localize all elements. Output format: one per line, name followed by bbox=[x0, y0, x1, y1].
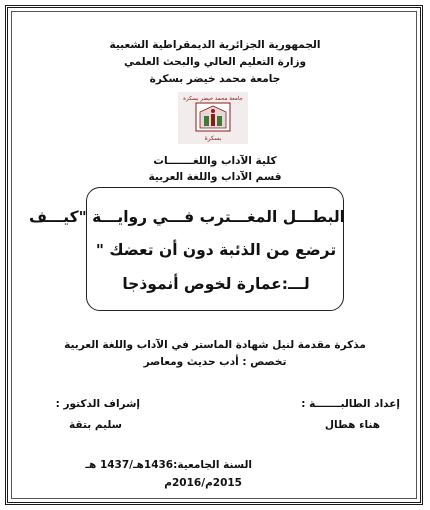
title-line-1: البطـــل المغـــترب فـــي روايـــة "كيـــف bbox=[28, 208, 345, 226]
academic-year-hijri: السنة الجامعية:1436هـ/1437 هـ bbox=[85, 459, 252, 471]
title-line-2: ترضع من الذئبة دون أن تعضك " bbox=[95, 241, 337, 259]
department-name: قسم الآداب واللغة العربية bbox=[148, 171, 282, 183]
supervisor-name: سليم بتقة bbox=[69, 419, 122, 431]
prepared-by-label: إعداد الطالبـــــــة : bbox=[301, 398, 400, 410]
republic-name: الجمهورية الجزائرية الديمقراطية الشعبية bbox=[109, 39, 321, 51]
thesis-purpose: مذكرة مقدمة لنيل شهادة الماستر في الآداب واللغة العربية bbox=[64, 339, 366, 351]
university-logo bbox=[178, 92, 248, 144]
supervisor-label: إشراف الدكتور : bbox=[55, 398, 140, 410]
title-box bbox=[28, 187, 345, 311]
student-name: هناء هطال bbox=[324, 419, 380, 431]
ministry-name: وزارة التعليم العالي والبحث العلمي bbox=[123, 56, 307, 68]
title-line-3: لـــ:عمارة لخوص أنموذجا bbox=[122, 275, 310, 293]
faculty-name: كلية الآداب واللغـــــــات bbox=[153, 155, 277, 167]
logo-bottom-text: بسكرة bbox=[204, 135, 222, 142]
logo-top-text: جامعة محمد خيضر بسكرة bbox=[183, 96, 243, 102]
university-name: جامعة محمد خيضر بسكرة bbox=[149, 73, 281, 85]
academic-year-gregorian: 2015م/2016م bbox=[164, 477, 242, 489]
thesis-specialty: تخصص : أدب حديث ومعاصر bbox=[143, 356, 287, 368]
